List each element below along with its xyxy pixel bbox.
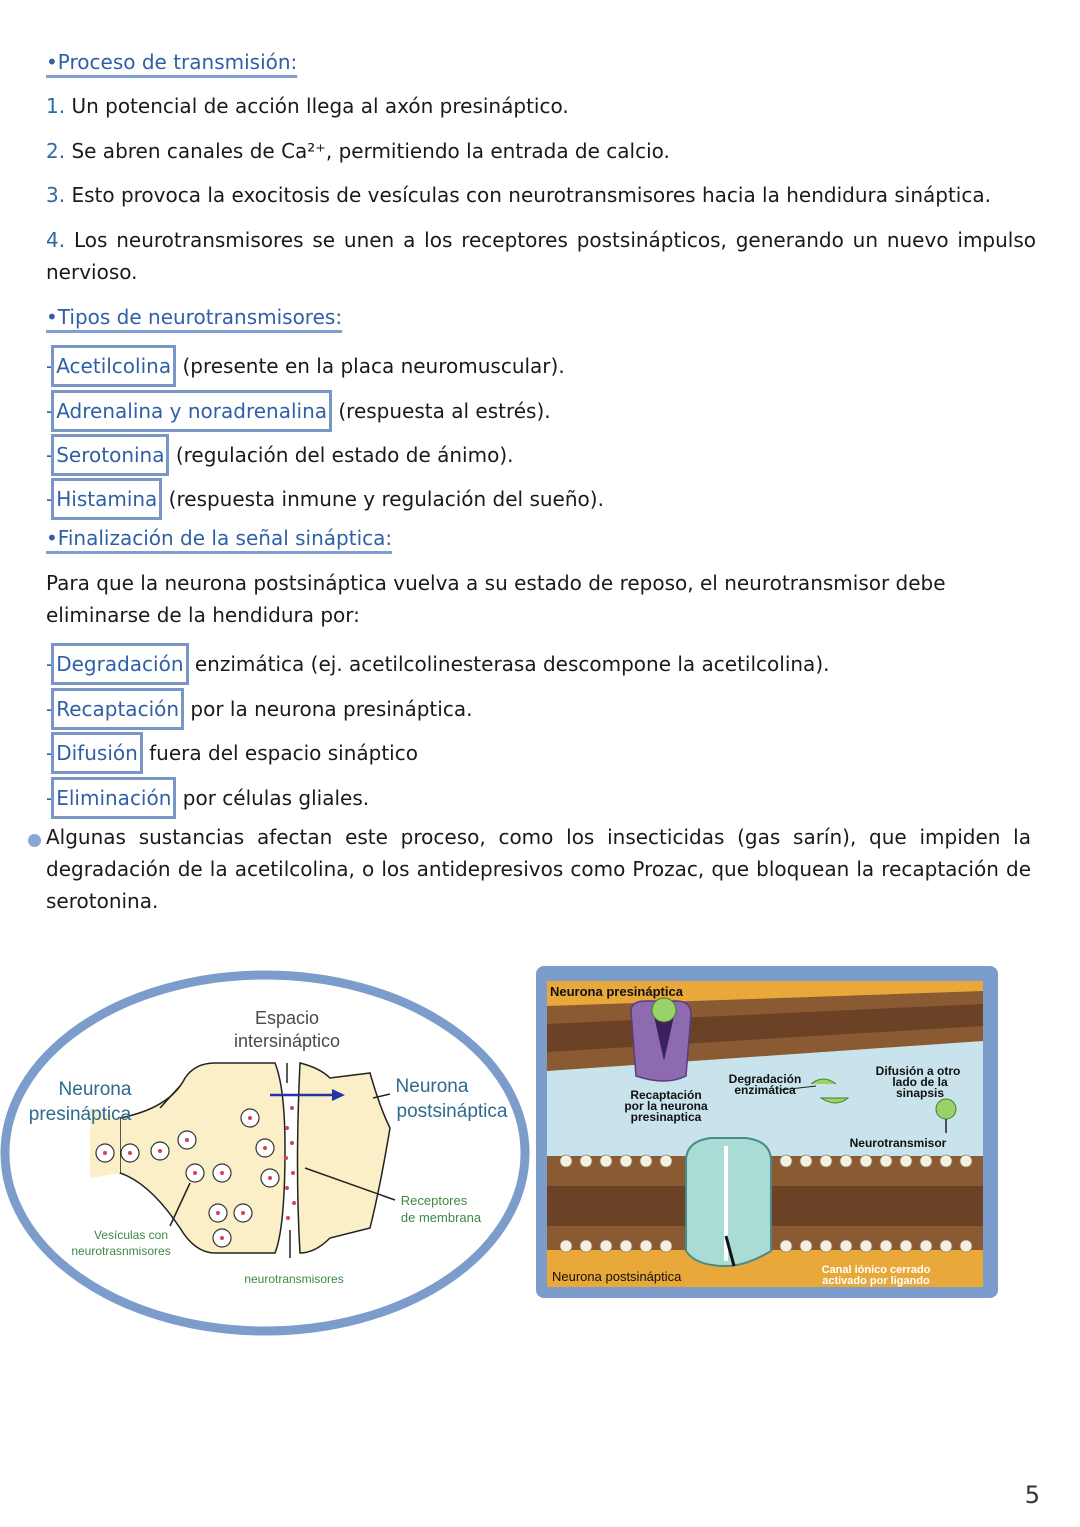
bullet-dot-icon (28, 834, 41, 847)
dash: - (46, 487, 54, 511)
step-number: 4. (46, 228, 66, 252)
term-desc: fuera del espacio sináptico (149, 741, 418, 765)
label-pre-1: Neurona (58, 1079, 132, 1100)
label-post-2: postsináptica (396, 1101, 508, 1122)
term-desc: por células gliales. (182, 786, 370, 810)
step-number: 2. (46, 139, 66, 163)
label-degradacion-2: enzimática (734, 1083, 796, 1097)
tipo-item (46, 434, 514, 476)
label-vesiculas-1: Vesículas con (93, 1228, 169, 1242)
term-box: Adrenalina y noradrenalina (51, 390, 332, 432)
step-text: Los neurotransmisores se unen a los receptores postsinápticos, generando un nuevo impulso nervioso. (46, 228, 1037, 284)
note-paragraph: Algunas sustancias afectan este proceso, como los insecticidas (gas sarín), que impiden la degradación de la acetilcolina, o los antidepresivos como Prozac, que bloquean la recaptación de serotonina. (46, 825, 1031, 913)
term-desc: (presente en la placa neuromuscular). (182, 354, 565, 378)
finalizacion-intro: Para que la neurona postsináptica vuelva a su estado de reposo, el neurotransmisor debe eliminarse de la hendidura por: (46, 571, 946, 627)
dash: - (46, 354, 54, 378)
label-neurona-pre: Neurona presináptica (550, 984, 683, 999)
label-recaptacion-3: presinaptica (630, 1110, 702, 1124)
step-text: Un potencial de acción llega al axón presináptico. (71, 94, 569, 118)
label-degradacion-1: Degradación (728, 1072, 802, 1086)
term-box: Histamina (51, 478, 162, 520)
dash: - (46, 443, 54, 467)
term-box: Recaptación (51, 688, 184, 730)
term-box: Degradación (51, 643, 188, 685)
step-3 (46, 179, 991, 211)
synapse-diagram (0, 968, 535, 1340)
label-difusion-1: Difusión a otro (875, 1064, 961, 1078)
label-post-1: Neurona (395, 1076, 469, 1097)
label-neurotransmisores: neurotransmisores (244, 1272, 344, 1286)
label-espacio-2: intersináptico (233, 1031, 341, 1051)
label-vesiculas-2: neurotrasnmisores (71, 1244, 171, 1258)
final-item (46, 688, 472, 730)
step-text: Esto provoca la exocitosis de vesículas con neurotransmisores hacia la hendidura sináptica. (71, 183, 991, 207)
term-box: Acetilcolina (51, 345, 176, 387)
heading-transmision: •Proceso de transmisión: (46, 50, 298, 74)
label-recaptacion-2: por la neurona (624, 1099, 708, 1113)
term-desc: (regulación del estado de ánimo). (175, 443, 514, 467)
membrane-diagram (536, 966, 998, 1298)
tipo-item (46, 478, 604, 520)
heading-tipos: •Tipos de neurotransmisores: (46, 305, 343, 329)
step-4 (46, 224, 1036, 288)
final-item (46, 777, 369, 819)
term-desc: (respuesta al estrés). (338, 399, 551, 423)
heading-finalizacion: •Finalización de la señal sináptica: (46, 526, 393, 550)
label-receptores-1: Receptores (400, 1193, 468, 1208)
tipo-item (46, 345, 565, 387)
label-difusion-3: sinapsis (895, 1086, 945, 1100)
term-desc: (respuesta inmune y regulación del sueño). (168, 487, 604, 511)
final-item (46, 643, 829, 685)
label-neurotransmisor: Neurotransmisor (849, 1136, 947, 1150)
step-2 (46, 135, 670, 167)
term-box: Eliminación (51, 777, 176, 819)
tipo-item (46, 390, 551, 432)
step-text: Se abren canales de Ca²⁺, permitiendo la entrada de calcio. (71, 139, 670, 163)
term-desc: por la neurona presináptica. (190, 697, 473, 721)
label-pre-2: presináptica (28, 1104, 132, 1125)
term-box: Serotonina (51, 434, 169, 476)
dash: - (46, 786, 54, 810)
final-item (46, 732, 418, 774)
dash: - (46, 697, 54, 721)
label-neurona-post: Neurona postsináptica (552, 1269, 682, 1284)
label-espacio-1: Espacio (254, 1008, 320, 1028)
step-number: 3. (46, 183, 66, 207)
step-1 (46, 90, 569, 122)
label-receptores-2: de membrana (400, 1210, 482, 1225)
label-recaptacion-1: Recaptación (630, 1088, 702, 1102)
term-box: Difusión (51, 732, 143, 774)
term-desc: enzimática (ej. acetilcolinesterasa descompone la acetilcolina). (194, 652, 830, 676)
dash: - (46, 399, 54, 423)
label-canal-1: Canal iónico cerrado (821, 1264, 931, 1276)
label-difusion-2: lado de la (892, 1075, 948, 1089)
label-canal-2: activado por ligando (822, 1275, 930, 1287)
dash: - (46, 652, 54, 676)
dash: - (46, 741, 54, 765)
page-number: 5 (1024, 1481, 1040, 1509)
step-number: 1. (46, 94, 66, 118)
